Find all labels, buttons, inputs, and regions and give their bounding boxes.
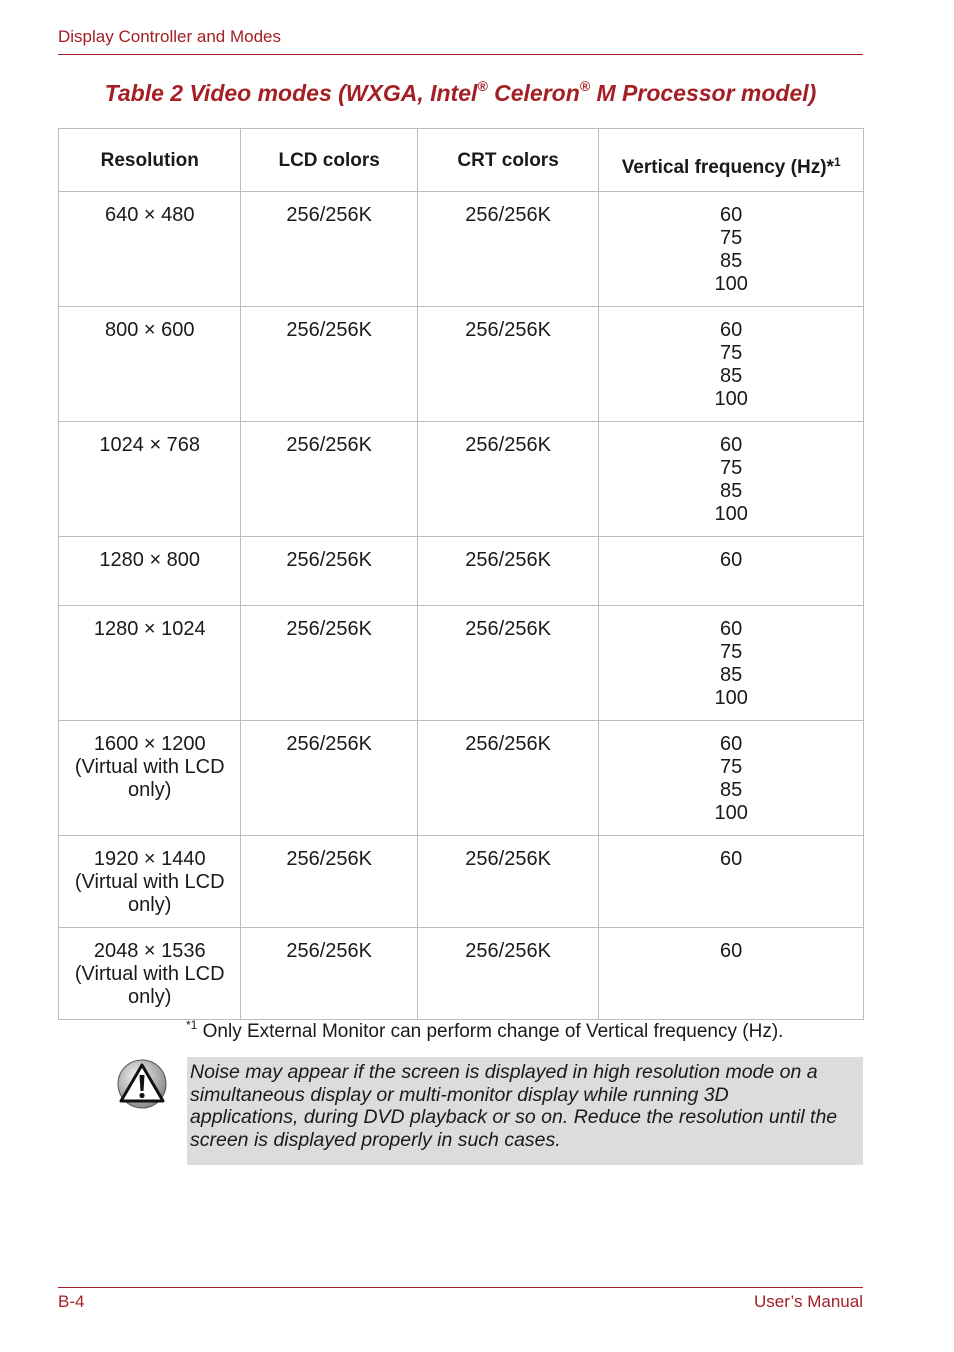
resolution-cell-line: 1920 × 1440 xyxy=(93,848,206,870)
vertical-frequency-cell-line: 75 xyxy=(720,227,743,249)
table-row xyxy=(59,928,864,1020)
lcd-colors-cell xyxy=(241,836,417,928)
resolution-cell xyxy=(59,721,241,836)
vertical-frequency-cell xyxy=(599,307,864,422)
resolution-cell-line: 1280 × 1024 xyxy=(93,618,206,640)
table-row xyxy=(59,307,864,422)
lcd-colors-cell xyxy=(241,307,417,422)
vertical-frequency-cell-line: 100 xyxy=(714,687,748,709)
crt-colors-cell-value: 256/256K xyxy=(465,848,551,870)
crt-colors-cell xyxy=(417,721,598,836)
resolution-cell-line: 800 × 600 xyxy=(104,319,195,341)
vertical-frequency-cell-line: 100 xyxy=(714,273,748,295)
table-header-row xyxy=(59,129,864,192)
vertical-frequency-cell-line: 60 xyxy=(720,733,743,755)
title-part-1: Table 2 Video modes (WXGA, Intel xyxy=(104,80,478,106)
vertical-frequency-cell xyxy=(599,192,864,307)
vertical-frequency-cell-line: 60 xyxy=(720,940,743,962)
lcd-colors-cell-value: 256/256K xyxy=(286,848,372,870)
resolution-cell xyxy=(59,537,241,606)
vertical-frequency-cell xyxy=(599,537,864,606)
crt-colors-cell xyxy=(417,537,598,606)
table-row xyxy=(59,606,864,721)
header-vfreq-footnote-mark: 1 xyxy=(833,155,841,169)
vertical-frequency-cell-line: 75 xyxy=(720,342,743,364)
table-row xyxy=(59,836,864,928)
note-text xyxy=(190,1061,860,1151)
lcd-colors-cell-value: 256/256K xyxy=(286,204,372,226)
crt-colors-cell-value: 256/256K xyxy=(465,434,551,456)
vertical-frequency-cell xyxy=(599,836,864,928)
registered-mark-1: ® xyxy=(477,78,488,94)
table-row xyxy=(59,192,864,307)
vertical-frequency-cell-line: 100 xyxy=(714,388,748,410)
resolution-cell xyxy=(59,422,241,537)
header-lcd-colors: LCD colors xyxy=(241,129,417,192)
crt-colors-cell-value: 256/256K xyxy=(465,940,551,962)
resolution-cell-line: 640 × 480 xyxy=(104,204,195,226)
vertical-frequency-cell-line: 100 xyxy=(714,802,748,824)
vertical-frequency-cell-line: 100 xyxy=(714,503,748,525)
crt-colors-cell xyxy=(417,307,598,422)
vertical-frequency-cell-line: 85 xyxy=(720,250,743,272)
footer-rule xyxy=(58,1287,863,1288)
header-resolution: Resolution xyxy=(59,129,241,192)
lcd-colors-cell-value: 256/256K xyxy=(286,618,372,640)
vertical-frequency-cell xyxy=(599,422,864,537)
registered-mark-2: ® xyxy=(579,78,591,94)
table-row xyxy=(59,721,864,836)
note-line: simultaneous display or multi-monitor display while running 3D xyxy=(190,1083,729,1106)
resolution-cell-line: only) xyxy=(128,986,172,1008)
lcd-colors-cell xyxy=(241,606,417,721)
vertical-frequency-cell-line: 75 xyxy=(720,457,743,479)
resolution-cell-line: only) xyxy=(128,894,172,916)
table-row xyxy=(59,422,864,537)
note-line: Noise may appear if the screen is displayed in high resolution mode on a xyxy=(190,1061,818,1083)
crt-colors-cell xyxy=(417,928,598,1020)
lcd-colors-cell-value: 256/256K xyxy=(286,319,372,341)
footnote xyxy=(186,1018,783,1043)
header-vertical-frequency xyxy=(599,129,864,192)
lcd-colors-cell-value: 256/256K xyxy=(286,434,372,456)
resolution-cell-line: 1600 × 1200 xyxy=(93,733,206,755)
resolution-cell-line: (Virtual with LCD xyxy=(74,756,225,778)
vertical-frequency-cell-line: 60 xyxy=(720,319,743,341)
vertical-frequency-cell-line: 60 xyxy=(720,618,743,640)
lcd-colors-cell xyxy=(241,192,417,307)
note-box xyxy=(187,1057,863,1165)
footnote-text: Only External Monitor can perform change of Vertical frequency (Hz). xyxy=(197,1021,784,1042)
resolution-cell xyxy=(59,192,241,307)
resolution-cell xyxy=(59,836,241,928)
note-line: applications, during DVD playback or so on. Reduce the resolution until the xyxy=(190,1106,838,1129)
warning-icon xyxy=(116,1058,168,1110)
resolution-cell xyxy=(59,606,241,721)
vertical-frequency-cell-line: 85 xyxy=(720,480,743,502)
manual-name: User’s Manual xyxy=(754,1292,863,1311)
resolution-cell-line: only) xyxy=(128,779,172,801)
lcd-colors-cell xyxy=(241,537,417,606)
vertical-frequency-cell-line: 60 xyxy=(720,434,743,456)
resolution-cell xyxy=(59,928,241,1020)
resolution-cell-line: (Virtual with LCD xyxy=(74,963,225,985)
crt-colors-cell xyxy=(417,606,598,721)
video-modes-table xyxy=(58,128,864,1020)
note-line: screen is displayed properly in such cases. xyxy=(190,1128,561,1151)
crt-colors-cell-value: 256/256K xyxy=(465,733,551,755)
vertical-frequency-cell xyxy=(599,928,864,1020)
crt-colors-cell-value: 256/256K xyxy=(465,204,551,226)
lcd-colors-cell-value: 256/256K xyxy=(286,733,372,755)
crt-colors-cell xyxy=(417,422,598,537)
lcd-colors-cell xyxy=(241,422,417,537)
lcd-colors-cell xyxy=(241,928,417,1020)
title-part-3: M Processor model) xyxy=(590,80,817,106)
lcd-colors-cell xyxy=(241,721,417,836)
footnote-marker: *1 xyxy=(186,1018,198,1032)
table-row xyxy=(59,537,864,606)
vertical-frequency-cell-line: 60 xyxy=(720,549,743,571)
title-part-2: Celeron xyxy=(487,80,580,106)
header-crt-colors: CRT colors xyxy=(417,129,598,192)
crt-colors-cell xyxy=(417,192,598,307)
vertical-frequency-cell-line: 75 xyxy=(720,641,743,663)
resolution-cell-line: 2048 × 1536 xyxy=(93,940,206,962)
table-title xyxy=(58,78,863,107)
vertical-frequency-cell-line: 85 xyxy=(720,779,743,801)
vertical-frequency-cell-line: 85 xyxy=(720,365,743,387)
resolution-cell-line: (Virtual with LCD xyxy=(74,871,225,893)
crt-colors-cell-value: 256/256K xyxy=(465,549,551,571)
running-header: Display Controller and Modes xyxy=(58,27,281,46)
vertical-frequency-cell-line: 85 xyxy=(720,664,743,686)
lcd-colors-cell-value: 256/256K xyxy=(286,940,372,962)
vertical-frequency-cell-line: 60 xyxy=(720,848,743,870)
resolution-cell-line: 1280 × 800 xyxy=(99,549,201,571)
lcd-colors-cell-value: 256/256K xyxy=(286,549,372,571)
vertical-frequency-cell xyxy=(599,721,864,836)
vertical-frequency-cell xyxy=(599,606,864,721)
crt-colors-cell xyxy=(417,836,598,928)
vertical-frequency-cell-line: 60 xyxy=(720,204,743,226)
resolution-cell-line: 1024 × 768 xyxy=(99,434,201,456)
header-rule xyxy=(58,54,863,55)
crt-colors-cell-value: 256/256K xyxy=(465,319,551,341)
header-vfreq-text: Vertical frequency (Hz)* xyxy=(621,157,834,178)
resolution-cell xyxy=(59,307,241,422)
vertical-frequency-cell-line: 75 xyxy=(720,756,743,778)
crt-colors-cell-value: 256/256K xyxy=(465,618,551,640)
page-number: B-4 xyxy=(58,1292,85,1311)
